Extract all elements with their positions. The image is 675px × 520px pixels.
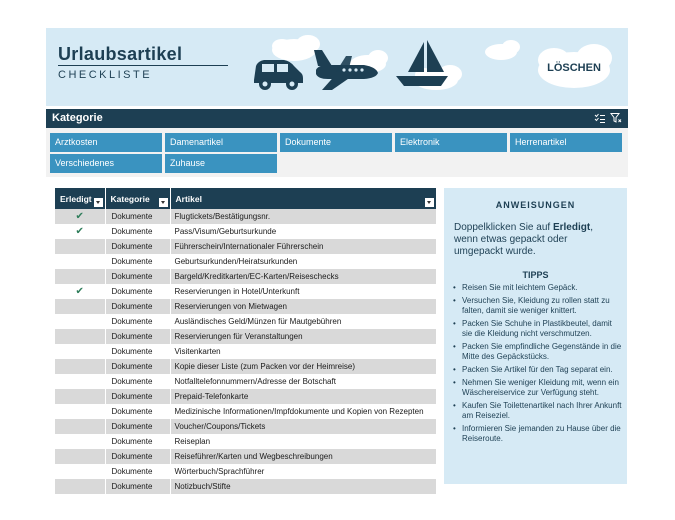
clear-filter-icon[interactable] bbox=[610, 112, 622, 124]
category-cell: Dokumente bbox=[105, 434, 170, 449]
table-row bbox=[55, 344, 436, 359]
multi-select-icon[interactable] bbox=[594, 112, 606, 124]
tip-item: • Packen Sie empfindliche Gegenstände in die Mitte des Gepäckstücks. bbox=[452, 342, 622, 362]
instructions-panel bbox=[444, 188, 627, 484]
item-cell: Visitenkarten bbox=[170, 344, 436, 359]
slicer-title: Kategorie bbox=[52, 112, 103, 124]
table-header-row bbox=[55, 188, 436, 209]
table-row bbox=[55, 209, 436, 224]
item-cell: Reservierungen für Veranstaltungen bbox=[170, 329, 436, 344]
page-subtitle: CHECKLISTE bbox=[58, 69, 153, 81]
tips-heading: TIPPS bbox=[522, 270, 549, 280]
item-cell: Reiseplan bbox=[170, 434, 436, 449]
category-cell: Dokumente bbox=[105, 269, 170, 284]
item-cell: Reiseführer/Karten und Wegbeschreibungen bbox=[170, 449, 436, 464]
category-slicer bbox=[46, 109, 628, 177]
category-cell: Dokumente bbox=[105, 224, 170, 239]
table-row bbox=[55, 464, 436, 479]
item-cell: Flugtickets/Bestätigungsnr. bbox=[170, 209, 436, 224]
category-cell: Dokumente bbox=[105, 359, 170, 374]
item-cell: Reservierungen in Hotel/Unterkunft bbox=[170, 284, 436, 299]
category-cell: Dokumente bbox=[105, 389, 170, 404]
column-header-item: Artikel bbox=[170, 188, 436, 209]
table-row bbox=[55, 419, 436, 434]
done-cell[interactable] bbox=[55, 404, 105, 419]
slicer-item-elektronik[interactable]: Elektronik bbox=[395, 133, 507, 152]
car-icon bbox=[254, 60, 303, 90]
table-row bbox=[55, 224, 436, 239]
item-cell: Kopie dieser Liste (zum Packen vor der Heimreise) bbox=[170, 359, 436, 374]
done-cell[interactable] bbox=[55, 254, 105, 269]
filter-dropdown-icon[interactable] bbox=[94, 198, 103, 207]
category-cell: Dokumente bbox=[105, 254, 170, 269]
table-row bbox=[55, 329, 436, 344]
table-row bbox=[55, 254, 436, 269]
clear-button[interactable]: LÖSCHEN bbox=[541, 54, 607, 82]
item-cell: Führerschein/Internationaler Führerschein bbox=[170, 239, 436, 254]
item-cell: Prepaid-Telefonkarte bbox=[170, 389, 436, 404]
tip-item: • Versuchen Sie, Kleidung zu rollen statt zu falten, damit sie weniger knittert. bbox=[452, 296, 622, 316]
tip-item: • Kaufen Sie Toilettenartikel nach Ihrer Ankunft am Reiseziel. bbox=[452, 401, 622, 421]
cloud-icon bbox=[272, 35, 320, 61]
done-cell[interactable] bbox=[55, 344, 105, 359]
category-cell: Dokumente bbox=[105, 284, 170, 299]
instructions-heading: ANWEISUNGEN bbox=[495, 200, 576, 210]
done-cell[interactable] bbox=[55, 449, 105, 464]
tip-item: • Packen Sie Schuhe in Plastikbeutel, damit sie die Kleidung nicht verschmutzen. bbox=[452, 319, 622, 339]
done-checkmark-cell[interactable]: ✔ bbox=[55, 209, 105, 224]
table-row bbox=[55, 359, 436, 374]
done-cell[interactable] bbox=[55, 434, 105, 449]
table-row bbox=[55, 449, 436, 464]
slicer-item-damenartikel[interactable]: Damenartikel bbox=[165, 133, 277, 152]
done-cell[interactable] bbox=[55, 464, 105, 479]
item-cell: Ausländisches Geld/Münzen für Mautgebühren bbox=[170, 314, 436, 329]
item-cell: Notfalltelefonnummern/Adresse der Botschaft bbox=[170, 374, 436, 389]
category-cell: Dokumente bbox=[105, 314, 170, 329]
done-cell[interactable] bbox=[55, 329, 105, 344]
cloud-icon bbox=[485, 40, 520, 60]
tips-list bbox=[452, 283, 622, 447]
done-cell[interactable] bbox=[55, 269, 105, 284]
slicer-item-zuhause[interactable]: Zuhause bbox=[165, 154, 277, 173]
item-cell: Voucher/Coupons/Tickets bbox=[170, 419, 436, 434]
tip-item: • Packen Sie Artikel für den Tag separat ein. bbox=[452, 365, 622, 375]
slicer-item-verschiedenes[interactable]: Verschiedenes bbox=[50, 154, 162, 173]
tip-item: • Nehmen Sie weniger Kleidung mit, wenn ein Wäschereiservice zur Verfügung steht. bbox=[452, 378, 622, 398]
item-cell: Reservierungen von Mietwagen bbox=[170, 299, 436, 314]
done-cell[interactable] bbox=[55, 359, 105, 374]
category-cell: Dokumente bbox=[105, 464, 170, 479]
category-cell: Dokumente bbox=[105, 374, 170, 389]
title-divider bbox=[58, 65, 228, 66]
table-row bbox=[55, 269, 436, 284]
tip-item: • Informieren Sie jemanden zu Hause über die Reiseroute. bbox=[452, 424, 622, 444]
table-row bbox=[55, 434, 436, 449]
table-row bbox=[55, 479, 436, 494]
table-row bbox=[55, 239, 436, 254]
slicer-header bbox=[46, 109, 628, 128]
category-cell: Dokumente bbox=[105, 239, 170, 254]
filter-dropdown-icon[interactable] bbox=[425, 198, 434, 207]
done-cell[interactable] bbox=[55, 299, 105, 314]
checklist-table bbox=[55, 188, 437, 494]
table-body bbox=[55, 209, 436, 494]
table-row bbox=[55, 374, 436, 389]
table-row bbox=[55, 284, 436, 299]
instructions-text: Doppelklicken Sie auf Erledigt, wenn etwas gepackt oder umgepackt wurde. bbox=[454, 222, 593, 257]
category-cell: Dokumente bbox=[105, 209, 170, 224]
done-checkmark-cell[interactable]: ✔ bbox=[55, 224, 105, 239]
column-header-category: Kategorie bbox=[105, 188, 170, 209]
table-row bbox=[55, 404, 436, 419]
done-cell[interactable] bbox=[55, 479, 105, 494]
done-checkmark-cell[interactable]: ✔ bbox=[55, 284, 105, 299]
category-cell: Dokumente bbox=[105, 404, 170, 419]
tip-item: • Reisen Sie mit leichtem Gepäck. bbox=[452, 283, 622, 293]
table-row bbox=[55, 299, 436, 314]
category-cell: Dokumente bbox=[105, 299, 170, 314]
table-row bbox=[55, 314, 436, 329]
slicer-item-dokumente[interactable]: Dokumente bbox=[280, 133, 392, 152]
filter-dropdown-icon[interactable] bbox=[159, 198, 168, 207]
done-cell[interactable] bbox=[55, 239, 105, 254]
done-cell[interactable] bbox=[55, 314, 105, 329]
item-cell: Notizbuch/Stifte bbox=[170, 479, 436, 494]
category-cell: Dokumente bbox=[105, 449, 170, 464]
item-cell: Pass/Visum/Geburtsurkunde bbox=[170, 224, 436, 239]
item-cell: Medizinische Informationen/Impfdokumente und Kopien von Rezepten bbox=[170, 404, 436, 419]
category-cell: Dokumente bbox=[105, 329, 170, 344]
done-cell[interactable] bbox=[55, 374, 105, 389]
item-cell: Wörterbuch/Sprachführer bbox=[170, 464, 436, 479]
done-cell[interactable] bbox=[55, 419, 105, 434]
done-cell[interactable] bbox=[55, 389, 105, 404]
header-banner bbox=[46, 28, 628, 106]
category-cell: Dokumente bbox=[105, 419, 170, 434]
category-cell: Dokumente bbox=[105, 344, 170, 359]
slicer-item-herrenartikel[interactable]: Herrenartikel bbox=[510, 133, 622, 152]
slicer-item-arztkosten[interactable]: Arztkosten bbox=[50, 133, 162, 152]
item-cell: Bargeld/Kreditkarten/EC-Karten/Reiseschecks bbox=[170, 269, 436, 284]
sailboat-icon bbox=[396, 40, 448, 86]
item-cell: Geburtsurkunden/Heiratsurkunden bbox=[170, 254, 436, 269]
page-title: Urlaubsartikel bbox=[58, 44, 183, 64]
table-row bbox=[55, 389, 436, 404]
category-cell: Dokumente bbox=[105, 479, 170, 494]
column-header-done: Erledigt bbox=[55, 188, 105, 209]
